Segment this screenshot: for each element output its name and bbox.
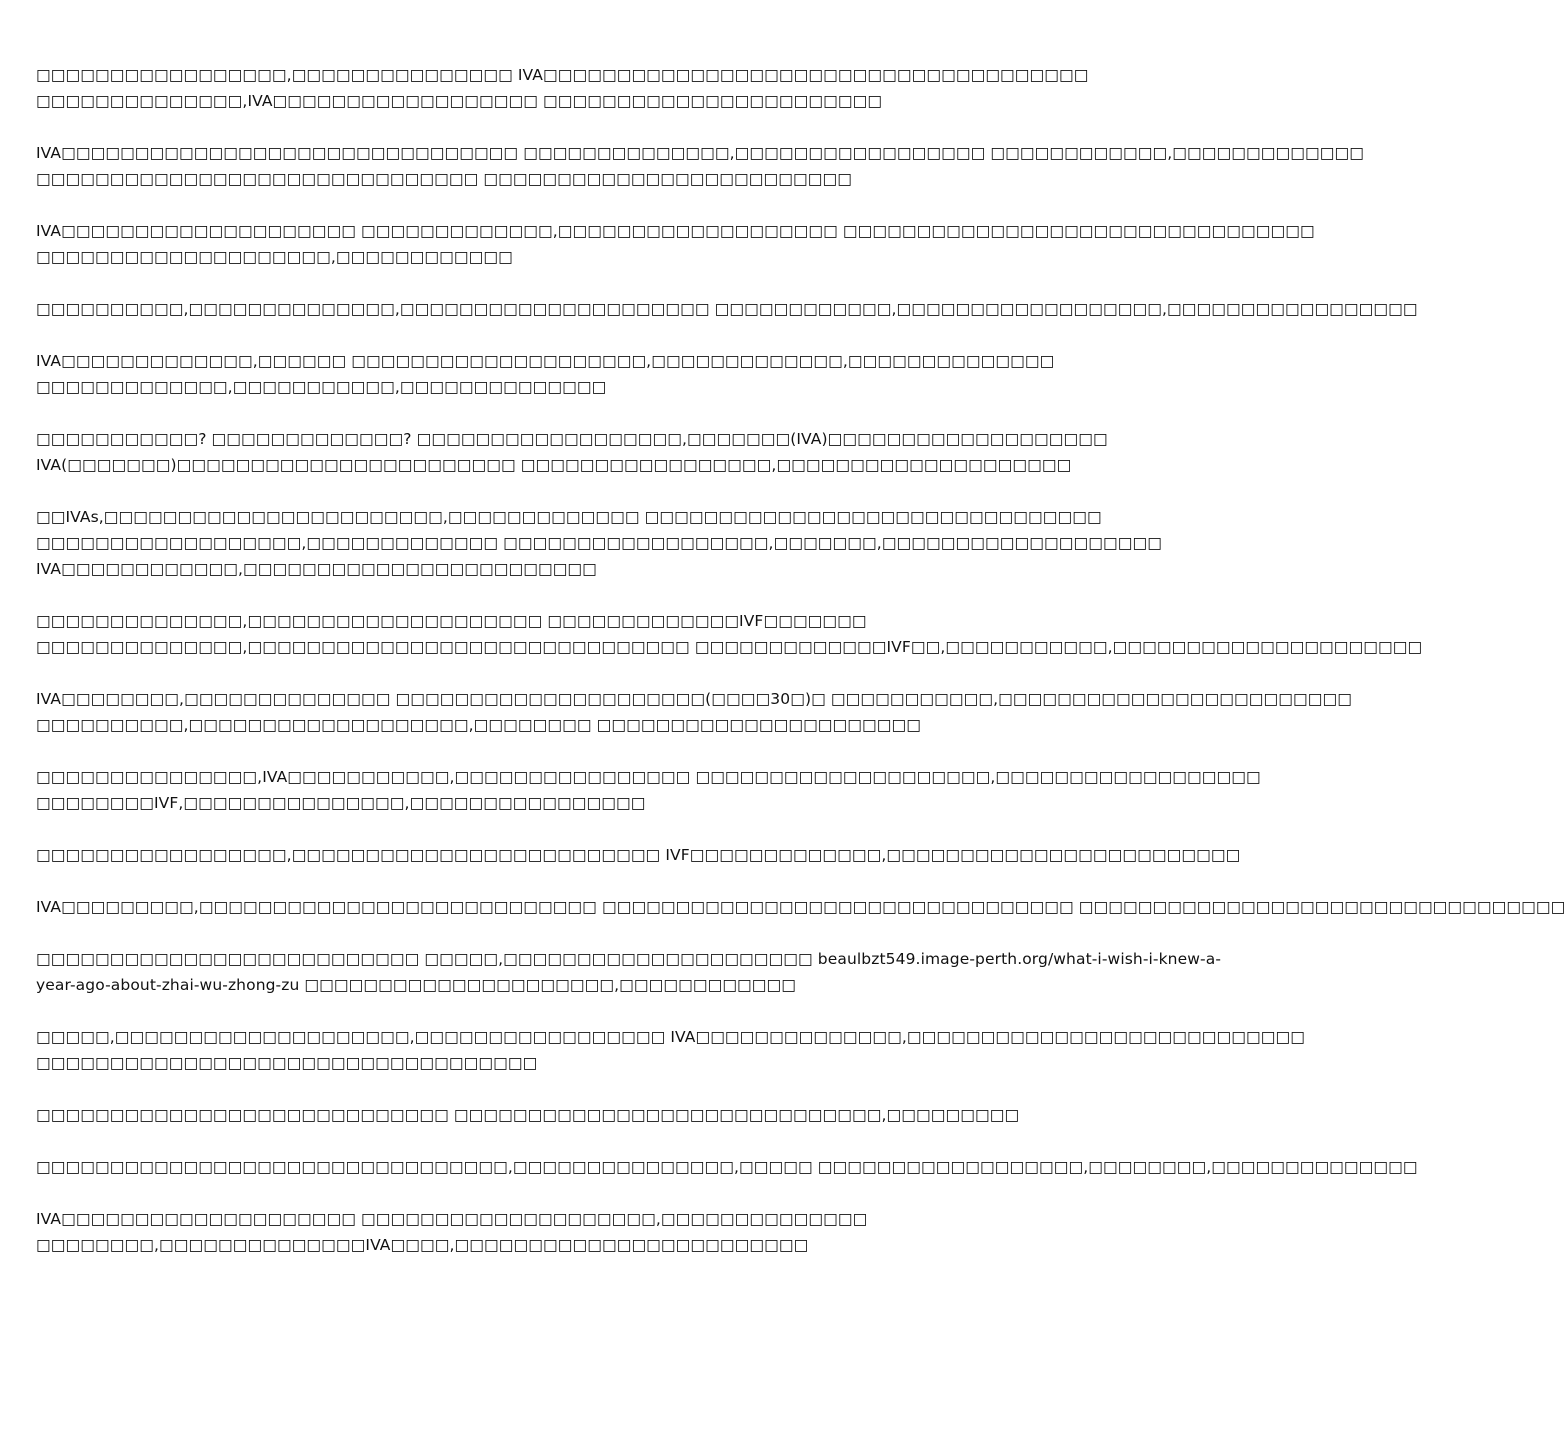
text-line: IVA□□□□□□□□□□□□□□□□□□□□□□□□□□□□□□□ □□□□□□□□□□□□□□,□□□□□□□□□□□□□□□□□ □□□□□□□□□□□□,□□□□□□□□□□□□□ [36,144,1364,162]
text-line: IVA□□□□□□□□□,□□□□□□□□□□□□□□□□□□□□□□□□□□□ □□□□□□□□□□□□□□□□□□□□□□□□□□□□□□□□ □□□□□□□□□□□□□□□□□□□□□□□□□□□□□□□□□ [36,898,1565,916]
text-line: □□□□□□□□□□□□□□□□□□□□□□□□□□□□□□□□,□□□□□□□□□□□□□□□,□□□□□ □□□□□□□□□□□□□□□□□□,□□□□□□□□,□□□□□□□□□□□□□□ [36,1158,1418,1176]
paragraph [36,842,1241,868]
text-line: □□□□□□□□□□□□□□□□□□□□□□□□□□□□□□□□□□ [36,1054,538,1072]
text-line: IVA(□□□□□□□)□□□□□□□□□□□□□□□□□□□□□□□ □□□□□□□□□□□□□□□□□,□□□□□□□□□□□□□□□□□□□□ [36,456,1072,474]
text-line: □□□□□□□□□□□□□□□□□,□□□□□□□□□□□□□□□ IVA□□□□□□□□□□□□□□□□□□□□□□□□□□□□□□□□□□□□□ [36,66,1089,84]
paragraph [36,504,1162,582]
text-line: □□□□□□□□□□□? □□□□□□□□□□□□□? □□□□□□□□□□□□□□□□□□,□□□□□□□(IVA)□□□□□□□□□□□□□□□□□□□ [36,430,1108,448]
text-line: □□□□□□□□□□□□□,□□□□□□□□□□□,□□□□□□□□□□□□□□ [36,378,607,396]
paragraph [36,218,1315,270]
text-line: □□□□□□□□□□□□□□,□□□□□□□□□□□□□□□□□□□□□□□□□□□□□□ □□□□□□□□□□□□□IVF□□,□□□□□□□□□□□,□□□□□□□□□□□□□□□□□□□□□ [36,638,1423,656]
text-line: □□□□□□□□□□□□□□□□□□,□□□□□□□□□□□□□ □□□□□□□□□□□□□□□□□□,□□□□□□□,□□□□□□□□□□□□□□□□□□□ [36,534,1162,552]
paragraph [36,140,1364,192]
text-line: □□□□□□□□□□,□□□□□□□□□□□□□□□□□□□,□□□□□□□□ □□□□□□□□□□□□□□□□□□□□□□ [36,716,922,734]
paragraph [36,608,1423,660]
paragraph [36,296,1418,322]
text-line: □□□□□□□□,□□□□□□□□□□□□□□IVA□□□□,□□□□□□□□□□□□□□□□□□□□□□□□ [36,1236,809,1254]
text-line: □□□□□□□□IVF,□□□□□□□□□□□□□□□,□□□□□□□□□□□□□□□□ [36,794,646,812]
paragraph [36,1102,1020,1128]
document-body [36,62,1565,1284]
text-line: □□□□□□□□□□□□□□,□□□□□□□□□□□□□□□□□□□□ □□□□□□□□□□□□□IVF□□□□□□□ [36,612,867,630]
text-line: IVA□□□□□□□□□□□□,□□□□□□□□□□□□□□□□□□□□□□□□ [36,560,597,578]
paragraph [36,426,1108,478]
text-line: IVA□□□□□□□□□□□□□,□□□□□□ □□□□□□□□□□□□□□□□□□□□,□□□□□□□□□□□□□,□□□□□□□□□□□□□□ [36,352,1055,370]
paragraph [36,894,1565,920]
text-line: □□□□□□□□□□□□□□□□□□□□□□□□□□□□□□ □□□□□□□□□□□□□□□□□□□□□□□□□ [36,170,852,188]
text-line: □□□□□□□□□□□□□□,IVA□□□□□□□□□□□□□□□□□□ □□□□□□□□□□□□□□□□□□□□□□□ [36,92,883,110]
text-line: □□IVAs,□□□□□□□□□□□□□□□□□□□□□□□,□□□□□□□□□□□□□ □□□□□□□□□□□□□□□□□□□□□□□□□□□□□□□ [36,508,1102,526]
text-line: □□□□□□□□□□□□□□□□□□□□□□□□□□ □□□□□,□□□□□□□□□□□□□□□□□□□□□ beaulbzt549.image-perth.org/what-i-wish-i-knew-a- [36,950,1222,968]
text-line: IVA□□□□□□□□,□□□□□□□□□□□□□□ □□□□□□□□□□□□□□□□□□□□□(□□□□30□)□ □□□□□□□□□□□,□□□□□□□□□□□□□□□□□□□□□□□□ [36,690,1352,708]
text-line: year-ago-about-zhai-wu-zhong-zu □□□□□□□□□□□□□□□□□□□□□,□□□□□□□□□□□□ [36,976,797,994]
paragraph [36,764,1261,816]
text-line: □□□□□□□□□□□□□□□,IVA□□□□□□□□□□□,□□□□□□□□□□□□□□□□ □□□□□□□□□□□□□□□□□□□□,□□□□□□□□□□□□□□□□□□ [36,768,1261,786]
text-line: □□□□□□□□□□□□□□□□□,□□□□□□□□□□□□□□□□□□□□□□□□□ IVF□□□□□□□□□□□□□,□□□□□□□□□□□□□□□□□□□□□□□□ [36,846,1241,864]
paragraph [36,1154,1418,1180]
text-line: IVA□□□□□□□□□□□□□□□□□□□□ □□□□□□□□□□□□□□□□□□□□,□□□□□□□□□□□□□□ [36,1210,868,1228]
text-line: IVA□□□□□□□□□□□□□□□□□□□□ □□□□□□□□□□□□□,□□□□□□□□□□□□□□□□□□□ □□□□□□□□□□□□□□□□□□□□□□□□□□□□□□□□ [36,222,1315,240]
paragraph [36,348,1055,400]
text-line: □□□□□□□□□□□□□□□□□□□□□□□□□□□□ □□□□□□□□□□□□□□□□□□□□□□□□□□□□□,□□□□□□□□□ [36,1106,1020,1124]
text-line: □□□□□,□□□□□□□□□□□□□□□□□□□□,□□□□□□□□□□□□□□□□□ IVA□□□□□□□□□□□□□□,□□□□□□□□□□□□□□□□□□□□□□□□□□□ [36,1028,1306,1046]
text-line: □□□□□□□□□□,□□□□□□□□□□□□□□,□□□□□□□□□□□□□□□□□□□□□ □□□□□□□□□□□□,□□□□□□□□□□□□□□□□□□,□□□□□□□□□□□□□□□□□ [36,300,1418,318]
text-line: □□□□□□□□□□□□□□□□□□□□,□□□□□□□□□□□□ [36,248,513,266]
paragraph [36,946,1222,998]
paragraph [36,1024,1306,1076]
paragraph [36,686,1352,738]
paragraph [36,1206,996,1258]
paragraph [36,62,1089,114]
